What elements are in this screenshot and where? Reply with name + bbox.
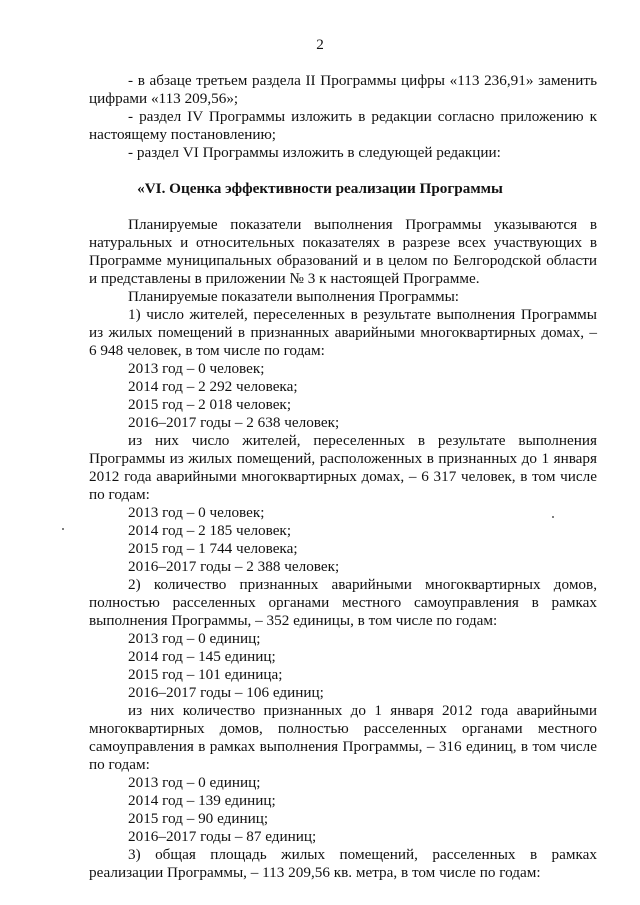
p1-line-4: и представлены в приложении № 3 к настоящей Программе. (89, 270, 480, 287)
item1sub-line-2: Программы из жилых помещений, расположенных в признанных до 1 января (89, 450, 597, 467)
item2-line-3: выполнения Программы, – 352 единицы, в том числе по годам: (89, 612, 498, 629)
scan-speck (552, 516, 554, 518)
item1sub-year-2013: 2013 год – 0 человек; (128, 504, 265, 521)
item3-line-2: реализации Программы, – 113 209,56 кв. метра, в том числе по годам: (89, 864, 541, 881)
item1-line-3: 6 948 человек, в том числе по годам: (89, 342, 325, 359)
item2sub-line-2: многоквартирных домов, полностью расселенных органами местного (89, 720, 597, 737)
intro-line-4: настоящему постановлению; (89, 126, 277, 143)
item2sub-year-2013: 2013 год – 0 единиц; (128, 774, 261, 791)
intro-line-2: цифрами «113 209,56»; (89, 90, 239, 107)
item2sub-line-3: самоуправления в рамках выполнения Программы, – 316 единиц, в том числе (89, 738, 597, 755)
item2sub-line-4: по годам: (89, 756, 150, 773)
item1sub-line-4: по годам: (89, 486, 150, 503)
item1sub-year-2016: 2016–2017 годы – 2 388 человек; (128, 558, 340, 575)
item3-line-1: 3) общая площадь жилых помещений, расселенных в рамках (128, 846, 597, 863)
item2-year-2014: 2014 год – 145 единиц; (128, 648, 276, 665)
item1-year-2013: 2013 год – 0 человек; (128, 360, 265, 377)
p2-line: Планируемые показатели выполнения Программы: (128, 288, 460, 305)
item1-line-1: 1) число жителей, переселенных в результате выполнения Программы (128, 306, 597, 323)
item1sub-year-2014: 2014 год – 2 185 человек; (128, 522, 292, 539)
item2sub-line-1: из них количество признанных до 1 января 2012 года аварийными (128, 702, 597, 719)
p1-line-3: Программе муниципальных образований и в целом по Белгородской области (89, 252, 597, 269)
p1-line-1: Планируемые показатели выполнения Программы указываются в (128, 216, 597, 233)
item1-year-2016: 2016–2017 годы – 2 638 человек; (128, 414, 340, 431)
item1-line-2: из жилых помещений в признанных аварийными многоквартирных домах, – (89, 324, 597, 341)
item1sub-line-1: из них число жителей, переселенных в результате выполнения (128, 432, 597, 449)
item1-year-2015: 2015 год – 2 018 человек; (128, 396, 292, 413)
intro-line-3: - раздел IV Программы изложить в редакции согласно приложению к (128, 108, 597, 125)
intro-line-1: - в абзаце третьем раздела II Программы цифры «113 236,91» заменить (128, 72, 597, 89)
page-number: 2 (316, 36, 324, 53)
item2sub-year-2014: 2014 год – 139 единиц; (128, 792, 276, 809)
item2sub-year-2016: 2016–2017 годы – 87 единиц; (128, 828, 317, 845)
item1sub-year-2015: 2015 год – 1 744 человека; (128, 540, 298, 557)
scan-speck (62, 528, 64, 530)
item2-year-2016: 2016–2017 годы – 106 единиц; (128, 684, 324, 701)
item2sub-year-2015: 2015 год – 90 единиц; (128, 810, 269, 827)
p1-line-2: натуральных и относительных показателях в разрезе всех участвующих в (89, 234, 597, 251)
item2-line-1: 2) количество признанных аварийными многоквартирных домов, (128, 576, 597, 593)
item1-year-2014: 2014 год – 2 292 человека; (128, 378, 298, 395)
section-heading: «VI. Оценка эффективности реализации Программы (137, 180, 503, 197)
item1sub-line-3: 2012 года аварийными многоквартирных домах, – 6 317 человек, в том числе (89, 468, 597, 485)
item2-line-2: полностью расселенных органами местного самоуправления в рамках (89, 594, 597, 611)
item2-year-2015: 2015 год – 101 единица; (128, 666, 283, 683)
intro-line-5: - раздел VI Программы изложить в следующей редакции: (128, 144, 501, 161)
item2-year-2013: 2013 год – 0 единиц; (128, 630, 261, 647)
